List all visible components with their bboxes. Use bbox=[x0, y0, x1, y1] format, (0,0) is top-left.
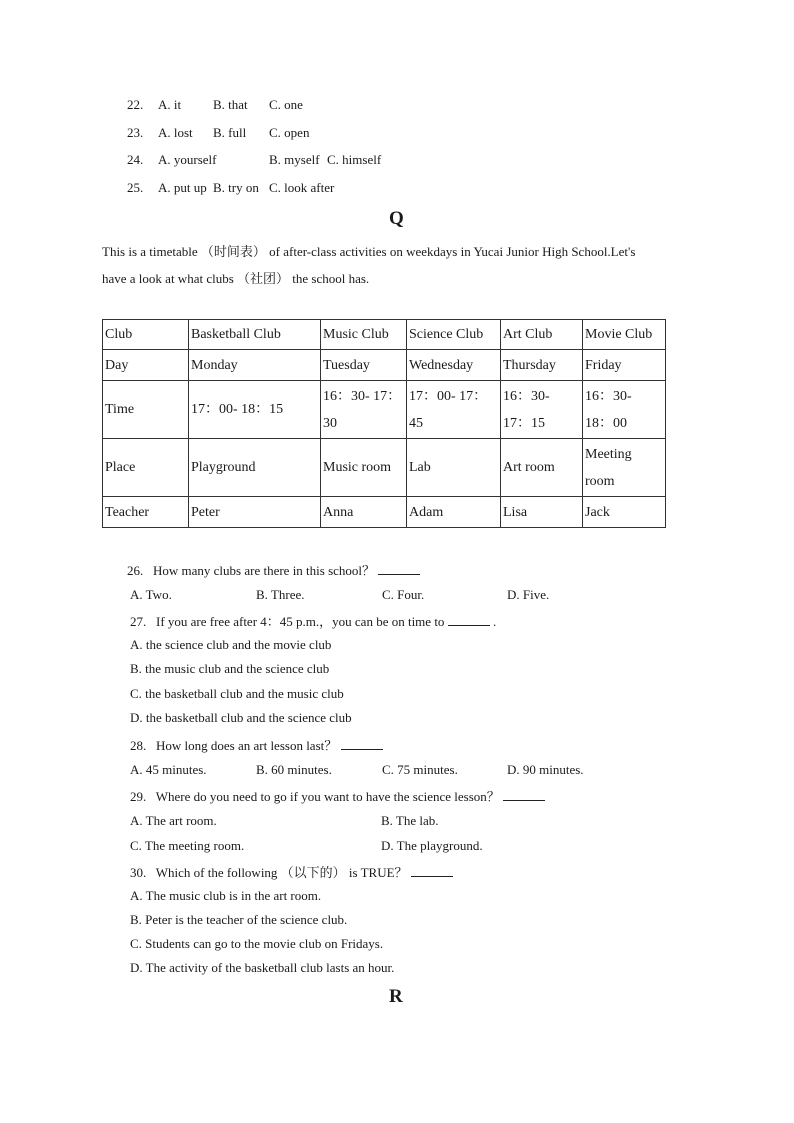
option-d: D. The activity of the basketball club lasts an hour. bbox=[130, 960, 395, 975]
section-heading-r: R bbox=[389, 986, 403, 1007]
table-cell: Jack bbox=[583, 497, 666, 528]
option-c: C. Four. bbox=[382, 587, 425, 602]
table-cell: 16：30- 17：15 bbox=[501, 381, 583, 439]
option-c: C. look after bbox=[269, 180, 335, 195]
question-text: Which of the following （以下的） is TRUE？ bbox=[155, 865, 408, 880]
question-number: 28. bbox=[130, 738, 147, 753]
question-number: 22. bbox=[127, 97, 144, 112]
table-cell: Anna bbox=[321, 497, 407, 528]
table-cell: Basketball Club bbox=[189, 320, 321, 350]
question-number: 25. bbox=[127, 180, 144, 195]
option-a: A. The music club is in the art room. bbox=[130, 888, 322, 903]
table-cell: 16：30- 17：30 bbox=[321, 381, 407, 439]
table-cell: Thursday bbox=[501, 350, 583, 381]
table-cell: Art room bbox=[501, 439, 583, 497]
table-cell: Science Club bbox=[407, 320, 501, 350]
table-cell: Lab bbox=[407, 439, 501, 497]
question-text: Where do you need to go if you want to have the science lesson？ bbox=[155, 789, 500, 804]
question-30 bbox=[130, 862, 453, 881]
option-b: B. full bbox=[213, 125, 247, 140]
table-cell: Club bbox=[103, 320, 189, 350]
option-a: A. lost bbox=[158, 125, 193, 140]
question-number: 29. bbox=[130, 789, 147, 804]
option-c: C. open bbox=[269, 125, 310, 140]
timetable-row-club bbox=[103, 320, 666, 350]
option-b: B. that bbox=[213, 97, 248, 112]
option-c: C. Students can go to the movie club on Fridays. bbox=[130, 936, 384, 951]
answer-blank[interactable] bbox=[503, 788, 545, 801]
option-d: D. the basketball club and the science club bbox=[130, 710, 352, 725]
option-b: B. Three. bbox=[256, 587, 305, 602]
timetable-row-place bbox=[103, 439, 666, 497]
table-cell: 17：00- 17：45 bbox=[407, 381, 501, 439]
option-b: B. the music club and the science club bbox=[130, 661, 330, 676]
option-b: B. 60 minutes. bbox=[256, 762, 332, 777]
question-number: 30. bbox=[130, 865, 147, 880]
table-cell: Peter bbox=[189, 497, 321, 528]
question-27 bbox=[130, 611, 496, 630]
question-text: How many clubs are there in this school？ bbox=[153, 563, 376, 578]
question-29 bbox=[130, 786, 545, 805]
intro-line-1: This is a timetable （时间表） of after-class activities on weekdays in Yucai Junior High School.Let's bbox=[102, 244, 636, 259]
answer-blank[interactable] bbox=[341, 737, 383, 750]
question-28 bbox=[130, 735, 383, 754]
table-cell: Movie Club bbox=[583, 320, 666, 350]
option-a: A. 45 minutes. bbox=[130, 762, 207, 777]
option-d: D. The playground. bbox=[381, 838, 483, 853]
question-text: How long does an art lesson last？ bbox=[156, 738, 338, 753]
option-c: C. one bbox=[269, 97, 303, 112]
option-d: D. 90 minutes. bbox=[507, 762, 584, 777]
option-a: A. put up bbox=[158, 180, 207, 195]
timetable-row-day bbox=[103, 350, 666, 381]
option-a: A. The art room. bbox=[130, 813, 217, 828]
option-d: D. Five. bbox=[507, 587, 550, 602]
option-b: B. myself bbox=[269, 152, 320, 167]
option-a: A. Two. bbox=[130, 587, 172, 602]
table-cell: Tuesday bbox=[321, 350, 407, 381]
table-cell: Music Club bbox=[321, 320, 407, 350]
option-a: A. it bbox=[158, 97, 182, 112]
question-text: If you are free after 4：45 p.m.，you can be on time to bbox=[156, 614, 445, 629]
table-cell: 17：00- 18：15 bbox=[189, 381, 321, 439]
option-c: C. 75 minutes. bbox=[382, 762, 458, 777]
answer-blank[interactable] bbox=[411, 864, 453, 877]
table-cell: Place bbox=[103, 439, 189, 497]
question-end: . bbox=[492, 614, 497, 629]
table-cell: Wednesday bbox=[407, 350, 501, 381]
table-cell: Day bbox=[103, 350, 189, 381]
option-c: C. The meeting room. bbox=[130, 838, 245, 853]
question-number: 23. bbox=[127, 125, 144, 140]
table-cell: Teacher bbox=[103, 497, 189, 528]
table-cell: Playground bbox=[189, 439, 321, 497]
question-number: 24. bbox=[127, 152, 144, 167]
table-cell: Monday bbox=[189, 350, 321, 381]
intro-line-2: have a look at what clubs （社团） the school has. bbox=[102, 271, 370, 286]
timetable bbox=[102, 319, 666, 528]
question-number: 26. bbox=[127, 563, 144, 578]
question-26 bbox=[127, 560, 420, 579]
answer-blank[interactable] bbox=[448, 613, 490, 626]
table-cell: Lisa bbox=[501, 497, 583, 528]
table-cell: Music room bbox=[321, 439, 407, 497]
option-a: A. the science club and the movie club bbox=[130, 637, 332, 652]
table-cell: 16：30- 18：00 bbox=[583, 381, 666, 439]
table-cell: Adam bbox=[407, 497, 501, 528]
option-b: B. try on bbox=[213, 180, 259, 195]
option-c: C. himself bbox=[327, 152, 382, 167]
table-cell: Meeting room bbox=[583, 439, 666, 497]
table-cell: Friday bbox=[583, 350, 666, 381]
question-number: 27. bbox=[130, 614, 147, 629]
option-a: A. yourself bbox=[158, 152, 217, 167]
table-cell: Time bbox=[103, 381, 189, 439]
timetable-row-teacher bbox=[103, 497, 666, 528]
option-b: B. The lab. bbox=[381, 813, 439, 828]
answer-blank[interactable] bbox=[378, 562, 420, 575]
option-c: C. the basketball club and the music club bbox=[130, 686, 344, 701]
section-heading-q: Q bbox=[389, 208, 404, 229]
table-cell: Art Club bbox=[501, 320, 583, 350]
timetable-row-time bbox=[103, 381, 666, 439]
option-b: B. Peter is the teacher of the science club. bbox=[130, 912, 348, 927]
